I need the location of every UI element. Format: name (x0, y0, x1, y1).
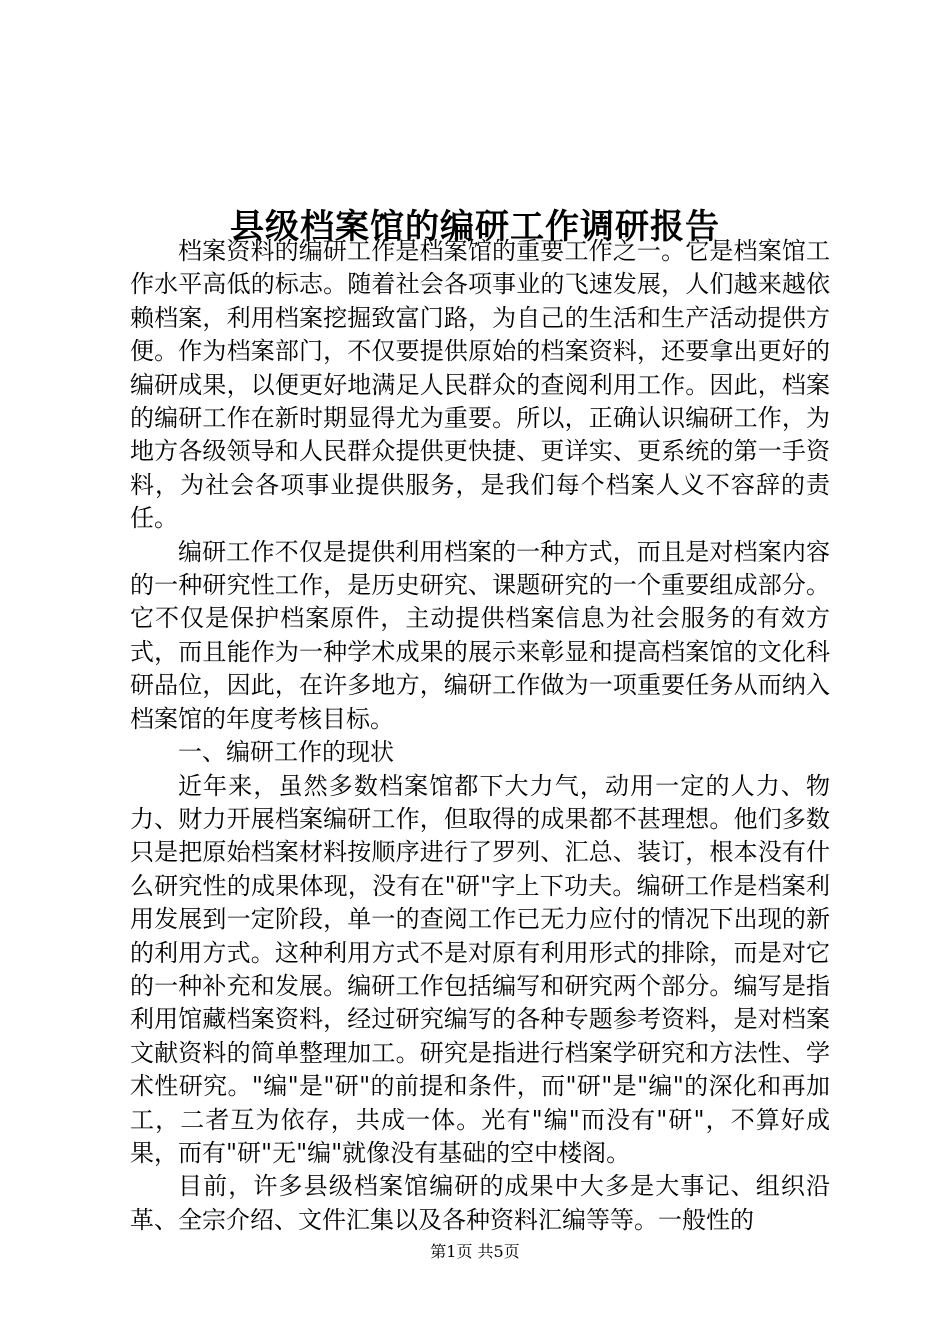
document-body (130, 235, 830, 1237)
paragraph-intro: 档案资料的编研工作是档案馆的重要工作之一。它是档案馆工作水平高低的标志。随着社会各项事业的飞速发展，人们越来越依赖档案，利用档案挖掘致富门路，为自己的生活和生产活动提供方便。作为档案部门，不仅要提供原始的档案资料，还要拿出更好的编研成果，以便更好地满足人民群众的查阅利用工作。因此，档案的编研工作在新时期显得尤为重要。所以，正确认识编研工作，为地方各级领导和人民群众提供更快捷、更详实、更系统的第一手资料，为社会各项事业提供服务，是我们每个档案人义不容辞的责任。 (130, 237, 830, 533)
document-title: 县级档案馆的编研工作调研报告 (230, 206, 720, 247)
paragraph-significance: 编研工作不仅是提供利用档案的一种方式，而且是对档案内容的一种研究性工作，是历史研究、课题研究的一个重要组成部分。它不仅是保护档案原件，主动提供档案信息为社会服务的有效方式，而且能作为一种学术成果的展示来彰显和提高档案馆的文化科研品位，因此，在许多地方，编研工作做为一项重要任务从而纳入档案馆的年度考核目标。 (130, 537, 830, 733)
paragraph-current-results: 目前，许多县级档案馆编研的成果中大多是大事记、组织沿革、全宗介绍、文件汇集以及各种资料汇编等等。一般性的 (130, 1172, 830, 1234)
paragraph-current-status: 近年来，虽然多数档案馆都下大力气，动用一定的人力、物力、财力开展档案编研工作，但取得的成果都不甚理想。他们多数只是把原始档案材料按顺序进行了罗列、汇总、装订，根本没有什么研究性的成果体现，没有在"研"字上下功夫。编研工作是档案利用发展到一定阶段，单一的查阅工作已无力应付的情况下出现的新的利用方式。这种利用方式不是对原有利用形式的排除，而是对它的一种补充和发展。编研工作包括编写和研究两个部分。编写是指利用馆藏档案资料，经过研究编写的各种专题参考资料，是对档案文献资料的简单整理加工。研究是指进行档案学研究和方法性、学术性研究。"编"是"研"的前提和条件，而"研"是"编"的深化和再加工，二者互为依存，共成一体。光有"编"而没有"研"，不算好成果，而有"研"无"编"就像没有基础的空中楼阁。 (130, 771, 830, 1167)
section-heading: 一、编研工作的现状 (178, 738, 394, 767)
page-number-footer: 第1页 共5页 (430, 1242, 520, 1261)
